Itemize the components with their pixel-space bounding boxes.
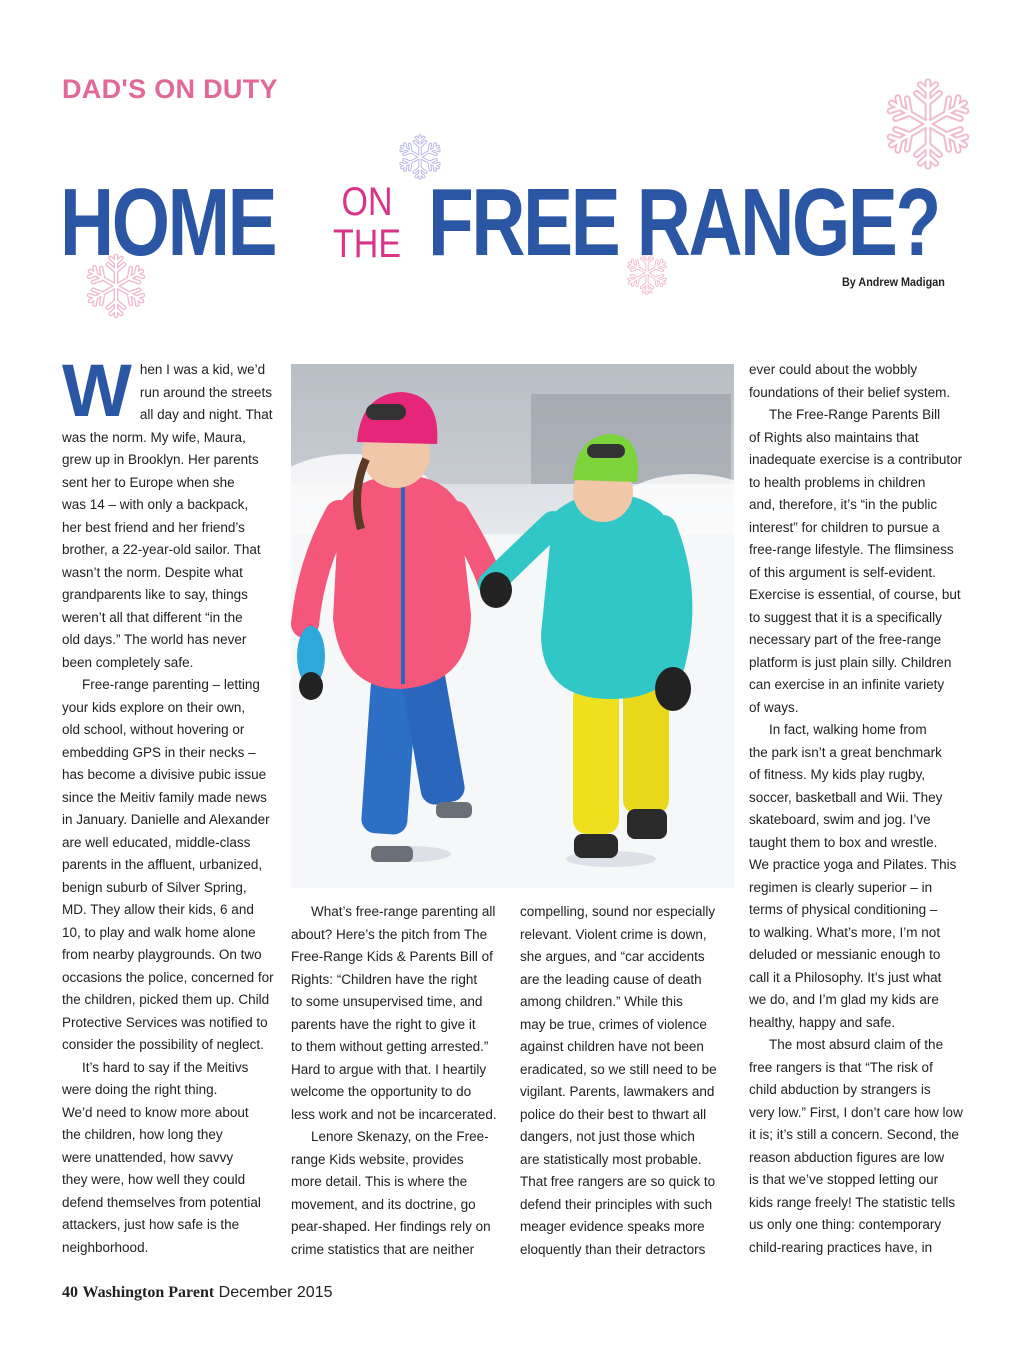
paragraph: compelling, sound nor especially relevant. Violent crime is down, she argues, and “car accidents are the leading cause of death among children.” While this may be true, crimes of violence against children have not been eradicated, so we still need to be vigilant. Parents, lawmakers and police do their best to thwart all dangers, not just those which are statistically most probable. That free rangers are so quick to defend their principles with such meager evidence speaks more eloquently than their detractors <box>520 904 717 1257</box>
drop-cap: W <box>62 349 132 432</box>
headline-on: ON <box>341 180 393 224</box>
page-footer <box>62 1284 332 1302</box>
article-column-3 <box>520 901 735 1261</box>
paragraph: Lenore Skenazy, on the Free- range Kids website, provides more detail. This is where the movement, and its doctrine, go pear-shaped. Her findings rely on crime statistics that are neither <box>291 1129 491 1257</box>
headline-home: HOME <box>60 169 276 276</box>
paragraph: ever could about the wobbly foundations of their belief system. <box>749 362 951 400</box>
issue-date: December 2015 <box>218 1284 333 1301</box>
article-photo <box>291 364 734 888</box>
article-column-1 <box>62 349 277 1259</box>
paragraph: What’s free-range parenting all about? Here’s the pitch from The Free-Range Kids & Parents Bill of Rights: “Children have the right to some unsupervised time, and parents have the right to give it to them without getting arrested.” Hard to argue with that. I heartily welcome the opportunity to do less work and not be incarcerated. <box>291 904 497 1122</box>
byline: By Andrew Madigan <box>842 275 945 289</box>
paragraph: Free-range parenting – letting your kids explore on their own, old school, without hovering or embedding GPS in their necks – has become a divisive pubic issue since the Meitiv family made news in January. Danielle and Alexander are well educated, middle-class parents in the affluent, urbanized, benign suburb of Silver Spring, MD. They allow their kids, 6 and 10, to play and walk home alone from nearby playgrounds. On two occasions the police, concerned for the children, picked them up. Child Protective Services was notified to consider the possibility of neglect. <box>62 677 274 1052</box>
paragraph: hen I was a kid, we’d run around the streets all day and night. That was the norm. My wife, Maura, grew up in Brooklyn. Her parents sent her to Europe when she was 14 – with only a backpack, her best friend and her friend’s brother, a 22-year-old sailor. That wasn’t the norm. Despite what grandparents like to say, things weren’t all that different “in the old days.” The world has never been completely safe. <box>62 362 273 670</box>
headline-the: THE <box>333 222 401 266</box>
publication-name: Washington Parent <box>82 1284 215 1301</box>
article-column-4 <box>749 359 969 1259</box>
paragraph: The most absurd claim of the free rangers is that “The risk of child abduction by strangers is very low.” First, I don’t care how low it is; it’s still a concern. Second, the reason abduction figures are low is that we’ve stopped letting our kids range freely! The statistic tells us only one thing: contemporary child-rearing practices have, in <box>749 1037 963 1255</box>
snowflake-icon <box>880 76 976 172</box>
headline-free-range: FREE RANGE? <box>428 169 939 276</box>
article-column-2 <box>291 901 506 1261</box>
paragraph: The Free-Range Parents Bill of Rights also maintains that inadequate exercise is a contributor to health problems in children and, therefore, it’s “in the public interest” for children to pursue a free-range lifestyle. The flimsiness of this argument is self-evident. Exercise is essential, of course, but to suggest that it is a specifically necessary part of the free-range platform is just plain silly. Children can exercise in an infinite variety of ways. <box>749 407 963 715</box>
paragraph: It’s hard to say if the Meitivs were doing the right thing. We’d need to know more about the children, how long they were unattended, how savvy they were, how well they could defend themselves from potential attackers, just how safe is the neighborhood. <box>62 1059 261 1255</box>
headline <box>60 168 980 278</box>
section-label: DAD'S ON DUTY <box>62 74 278 104</box>
paragraph: In fact, walking home from the park isn’t a great benchmark of fitness. My kids play rugby, soccer, basketball and Wii. They skateboard, swim and jog. I’ve taught them to box and wrestle. We practice yoga and Pilates. This regimen is clearly superior – in terms of physical conditioning – to walking. What’s more, I’m not deluded or messianic enough to call it a Philosophy. It’s just what we do, and I’m glad my kids are healthy, happy and safe. <box>749 722 957 1030</box>
page-number: 40 <box>62 1284 78 1301</box>
